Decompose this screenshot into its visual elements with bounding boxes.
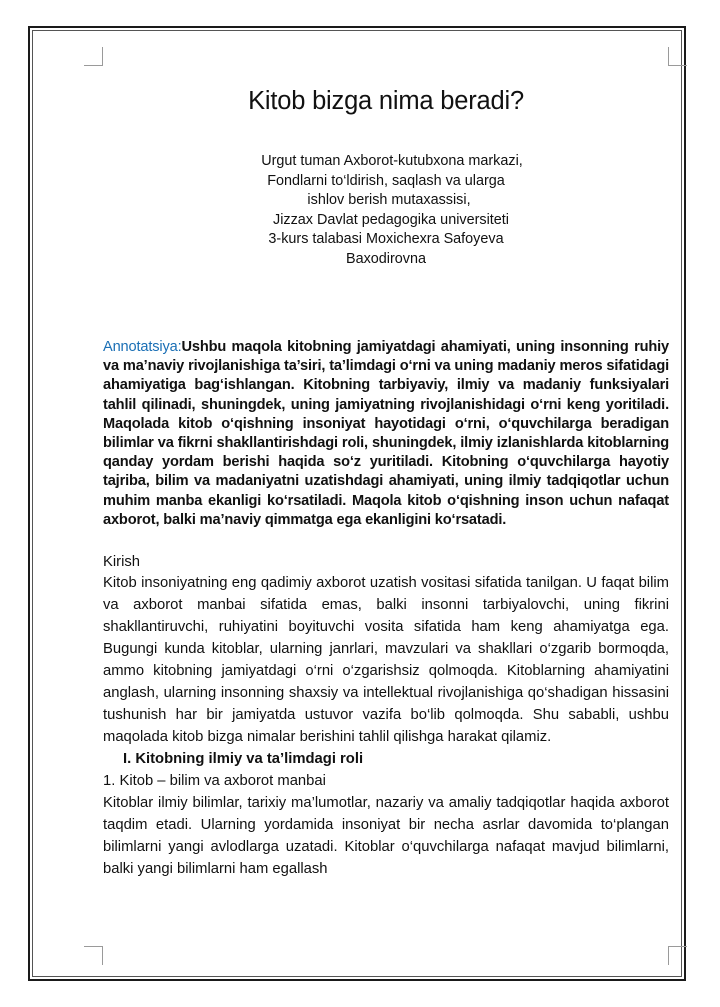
- margin-corner-top-left: [84, 47, 103, 66]
- author-line: ishlov berish mutaxassisi,: [307, 192, 471, 208]
- document-title: Kitob bizga nima beradi?: [248, 87, 524, 115]
- margin-corner-bottom-left: [84, 946, 103, 965]
- document-body: [103, 82, 669, 880]
- section1-paragraph: Kitoblar ilmiy bilimlar, tarixiy ma’lumotlar, nazariy va amaliy tadqiqotlar haqida axborot taqdim etadi. Ularning yordamida insoniyat bir necha asrlar davomida to‘plangan bilimlarni yangi avlodlarga uzatadi. Kitoblar o‘quvchilarga nafaqat mavjud bilimlarni, balki yangi bilimlarni ham egallash: [103, 795, 669, 878]
- author-line: Jizzax Davlat pedagogika universiteti: [273, 211, 509, 228]
- intro-heading: Kirish: [103, 554, 140, 571]
- intro-paragraph: Kitob insoniyatning eng qadimiy axborot uzatish vositasi sifatida tanilgan. U faqat bilim va axborot manbai sifatida emas, balki insonni tarbiyalovchi, uning fikrini shakllantiruvchi, ruhiyatini boyituvchi vosita sifatida ham keng ahamiyatga ega. Bugungi kunda kitoblar, ularning janrlari, mavzulari va shakllari o‘zgarib bormoqda, ammo kitobning jamiyatdagi o‘rni o‘zgarishsiz qolmoqda. Kitoblarning ahamiyatini anglash, ularning insonning shaxsiy va intellektual rivojlanishiga qo‘shadigan hissasini tushunish har bir jamiyatda ustuvor vazifa bo‘lib qolmoqda. Shu sababli, ushbu maqolada kitob bizga nimalar berishini tahlil qilishga harakat qilamiz.: [103, 575, 669, 746]
- abstract-paragraph: [103, 338, 669, 530]
- author-line: Fondlarni to‘ldirish, saqlash va ularga: [267, 172, 505, 189]
- margin-corner-top-right: [668, 47, 687, 66]
- author-line: 3-kurs talabasi Moxichexra Safoyeva: [268, 231, 504, 247]
- abstract-text: Ushbu maqola kitobning jamiyatdagi ahamiyati, uning insonning ruhiy va ma’naviy rivojlanishiga ta’siri, ta’limdagi o‘rni va uning madaniy meros sifatidagi ahamiyatiga bag‘ishlangan. Kitobning tarbiyaviy, ilmiy va madaniy funksiyalari tahlil qilinadi, shuningdek, uning jamiyatning rivojlanishidagi o‘rni keng yoritiladi. Maqolada kitob o‘qishning insoniyat hayotidagi o‘rni, o‘quvchilarga beradigan bilimlar va fikrni shakllantirishdagi roli, shuningdek, ilmiy izlanishlarda kitoblarning qanday yordam berishi haqida so‘z yuritiladi. Kitobning o‘quvchilarga hayotiy tajriba, bilim va madaniyatni uzatishdagi ahamiyati, uning ilmiy tadqiqotlar uchun muhim manba ekanligi ko‘rsatiladi. Maqola kitob o‘qishning inson uchun nafaqat axborot, balki ma’naviy qimmatga ega ekanligini ko‘rsatadi.: [103, 339, 669, 528]
- author-line: Baxodirovna: [346, 250, 426, 267]
- abstract-label: Annotatsiya:: [103, 339, 182, 355]
- author-line: Urgut tuman Axborot-kutubxona markazi,: [261, 153, 523, 169]
- margin-corner-bottom-right: [668, 946, 687, 965]
- author-block: [103, 152, 669, 269]
- section1-heading: I. Kitobning ilmiy va ta’limdagi roli: [123, 751, 364, 768]
- section1-subheading: 1. Kitob – bilim va axborot manbai: [103, 773, 326, 790]
